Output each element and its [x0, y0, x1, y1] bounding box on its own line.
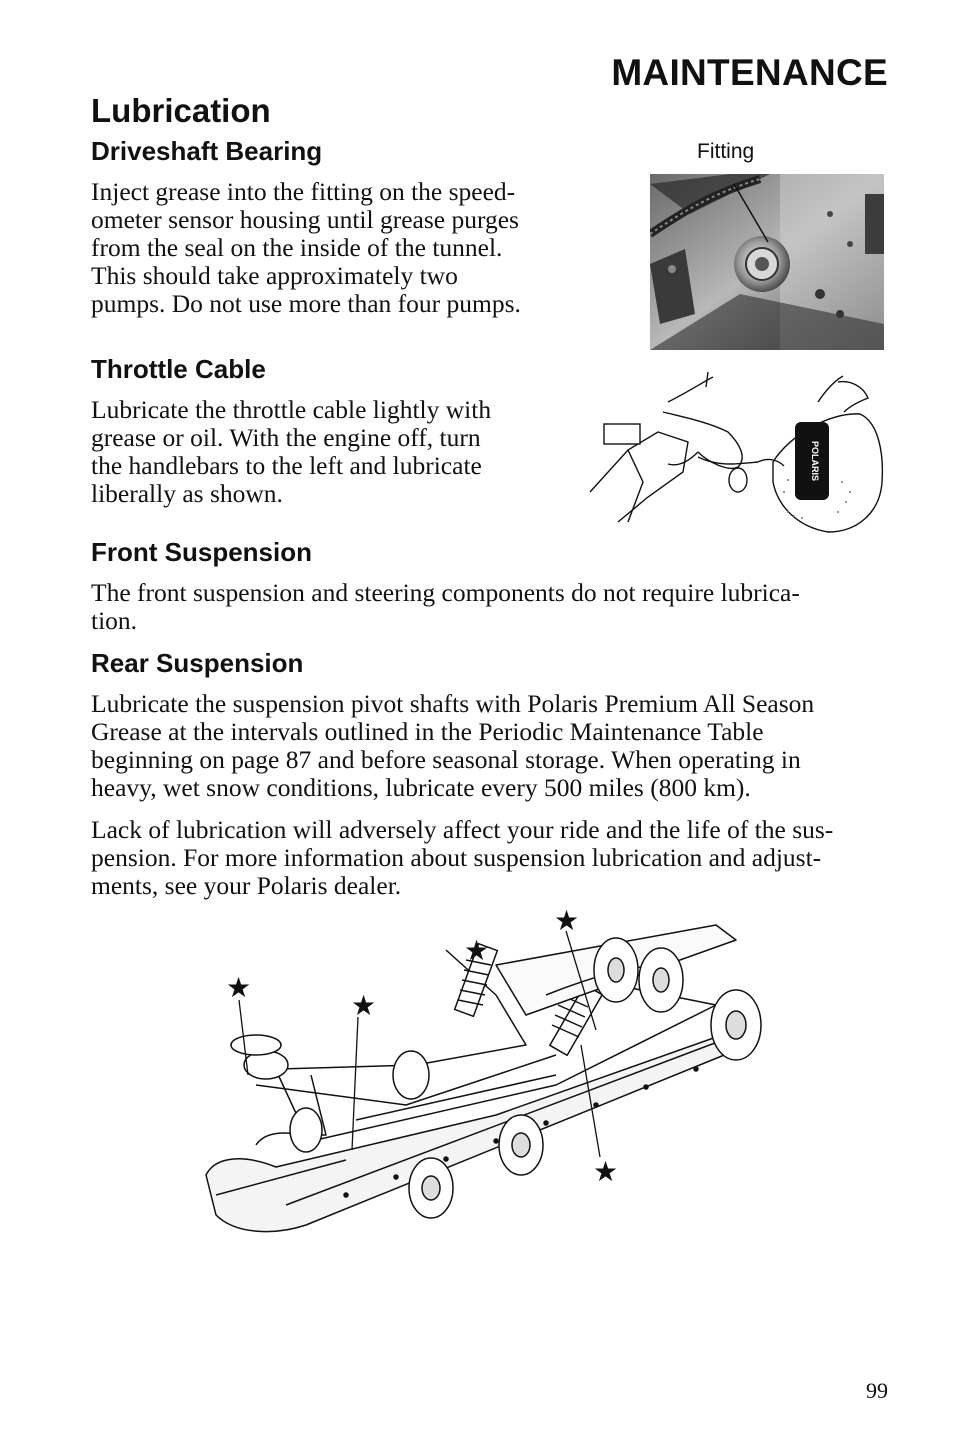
throttle-cable-illustration: [588, 372, 884, 536]
page-heading: Lubrication: [91, 92, 271, 129]
text-line: beginning on page 87 and before seasonal storage. When operating in: [91, 745, 801, 774]
text-line: ometer sensor housing until grease purges: [91, 205, 519, 234]
text-line: Lubricate the suspension pivot shafts with Polaris Premium All Season: [91, 689, 815, 718]
throttle-cable-heading: Throttle Cable: [91, 354, 266, 384]
text-line: pension. For more information about suspension lubrication and adjust-: [91, 843, 822, 872]
text-line: grease or oil. With the engine off, turn: [91, 423, 481, 452]
lubrication-point-star: ★: [226, 971, 252, 1004]
rear-suspension-text: [91, 690, 814, 802]
rear-suspension-heading: Rear Suspension: [91, 648, 304, 678]
text-line: Inject grease into the fitting on the speed-: [91, 177, 516, 206]
text-line: the handlebars to the left and lubricate: [91, 451, 482, 480]
front-suspension-text: [91, 579, 800, 635]
rear-suspension-illustration: [196, 905, 766, 1245]
text-line: tion.: [91, 606, 138, 635]
text-line: pumps. Do not use more than four pumps.: [91, 289, 521, 318]
text-line: This should take approximately two: [91, 261, 458, 290]
text-line: heavy, wet snow conditions, lubricate every 500 miles (800 km).: [91, 773, 751, 802]
lubrication-point-star: ★: [593, 1155, 619, 1188]
text-line: liberally as shown.: [91, 479, 283, 508]
polaris-bottle-brand: POLARIS: [810, 440, 820, 482]
lubrication-point-star: ★: [351, 989, 377, 1022]
page-number: 99: [866, 1378, 888, 1403]
driveshaft-bearing-heading: Driveshaft Bearing: [91, 136, 323, 166]
text-line: Lack of lubrication will adversely affect your ride and the life of the sus-: [91, 815, 834, 844]
text-line: Lubricate the throttle cable lightly with: [91, 395, 492, 424]
lubrication-point-star: ★: [464, 934, 490, 967]
text-line: from the seal on the inside of the tunnel.: [91, 233, 503, 262]
text-line: The front suspension and steering components do not require lubrica-: [91, 578, 800, 607]
driveshaft-bearing-text: [91, 178, 521, 318]
front-suspension-heading: Front Suspension: [91, 537, 312, 567]
section-title: MAINTENANCE: [611, 52, 888, 93]
fitting-callout-label: Fitting: [697, 140, 755, 163]
text-line: Grease at the intervals outlined in the Periodic Maintenance Table: [91, 717, 764, 746]
text-line: ments, see your Polaris dealer.: [91, 871, 402, 900]
driveshaft-bearing-photo: [650, 174, 884, 350]
rear-suspension-text-2: [91, 816, 833, 900]
lubrication-point-star: ★: [554, 905, 580, 937]
throttle-cable-text: [91, 396, 491, 508]
